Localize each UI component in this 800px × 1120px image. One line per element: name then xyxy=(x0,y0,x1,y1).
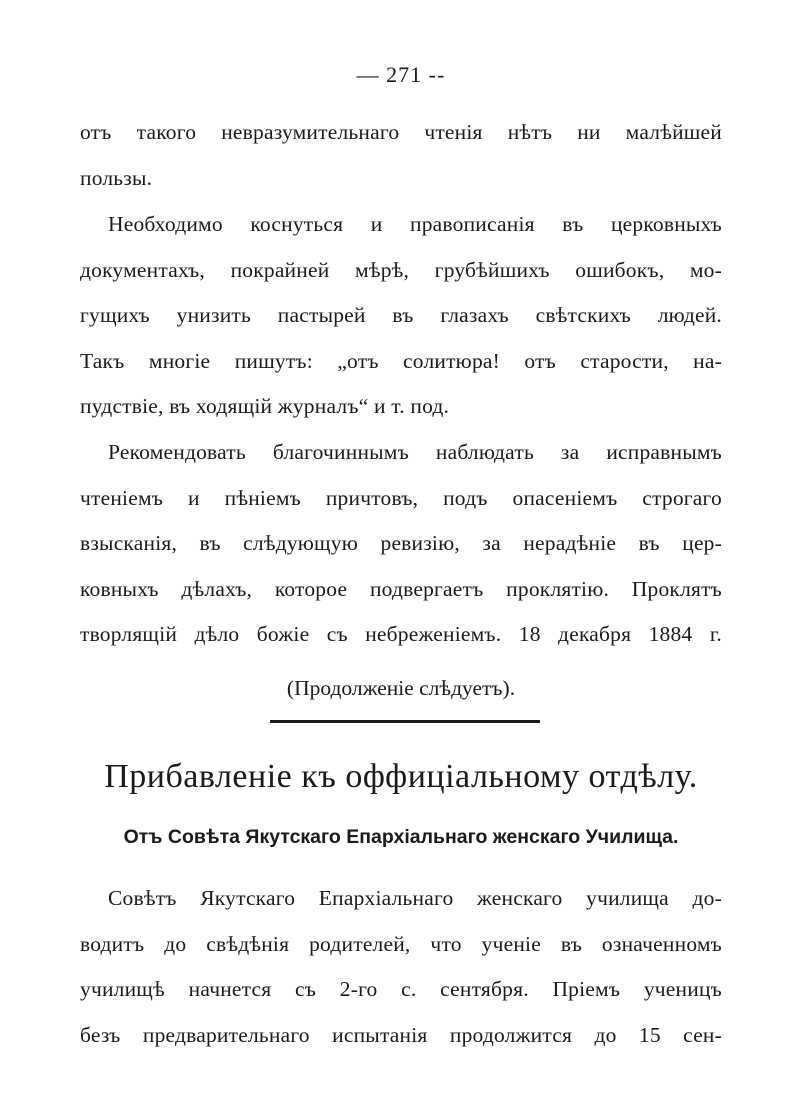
text-line: безъ предварительнаго испытанія продолжится до 15 сен- xyxy=(80,1022,722,1047)
paragraph-1 xyxy=(80,110,722,201)
document-page xyxy=(80,0,722,1120)
text-line: училищѣ начнется съ 2-го с. сентября. Пріемъ ученицъ xyxy=(80,977,722,1002)
text-line: Рекомендовать благочиннымъ наблюдать за исправнымъ xyxy=(108,440,722,464)
text-line: гущихъ унизить пастырей въ глазахъ свѣтскихъ людей. xyxy=(80,303,722,328)
text-line: творлящій дѣло божіе съ небреженіемъ. 18 декабря 1884 г. xyxy=(80,622,722,647)
section-divider xyxy=(270,720,540,723)
paragraph-4 xyxy=(80,876,722,1058)
text-line: Такъ многіе пишутъ: „отъ солитюра! отъ старости, на- xyxy=(80,348,722,373)
continued-note: (Продолженіе слѣдуетъ). xyxy=(286,676,516,700)
text-line: пользы. xyxy=(80,165,153,190)
text-line: ковныхъ дѣлахъ, которое подвергаетъ проклятію. Проклятъ xyxy=(80,576,722,601)
text-line: Необходимо коснуться и правописанія въ церковныхъ xyxy=(108,212,722,236)
text-line: Совѣтъ Якутскаго Епархіальнаго женскаго училища до- xyxy=(108,886,722,910)
page-number: — 271 -- xyxy=(356,62,446,87)
paragraph-3 xyxy=(80,430,722,658)
text-line: чтеніемъ и пѣніемъ причтовъ, подъ опасеніемъ строгаго xyxy=(80,485,722,510)
text-line: документахъ, покрайней мѣрѣ, грубѣйшихъ ошибокъ, мо- xyxy=(80,257,722,282)
text-line: пудствіе, въ ходящій журналъ“ и т. под. xyxy=(80,394,450,419)
text-line: отъ такого невразумительнаго чтенія нѣтъ ни малѣйшей xyxy=(80,120,722,144)
section-title: Прибавленіе къ оффиціальному отдѣлу. xyxy=(104,758,698,795)
section-subtitle: Отъ Совѣта Якутскаго Епархіальнаго женскаго Училища. xyxy=(123,826,679,848)
text-line: взысканія, въ слѣдующую ревизію, за нерадѣніе въ цер- xyxy=(80,531,722,556)
text-line: водитъ до свѣдѣнія родителей, что ученіе въ означенномъ xyxy=(80,931,722,956)
paragraph-2 xyxy=(80,202,722,430)
